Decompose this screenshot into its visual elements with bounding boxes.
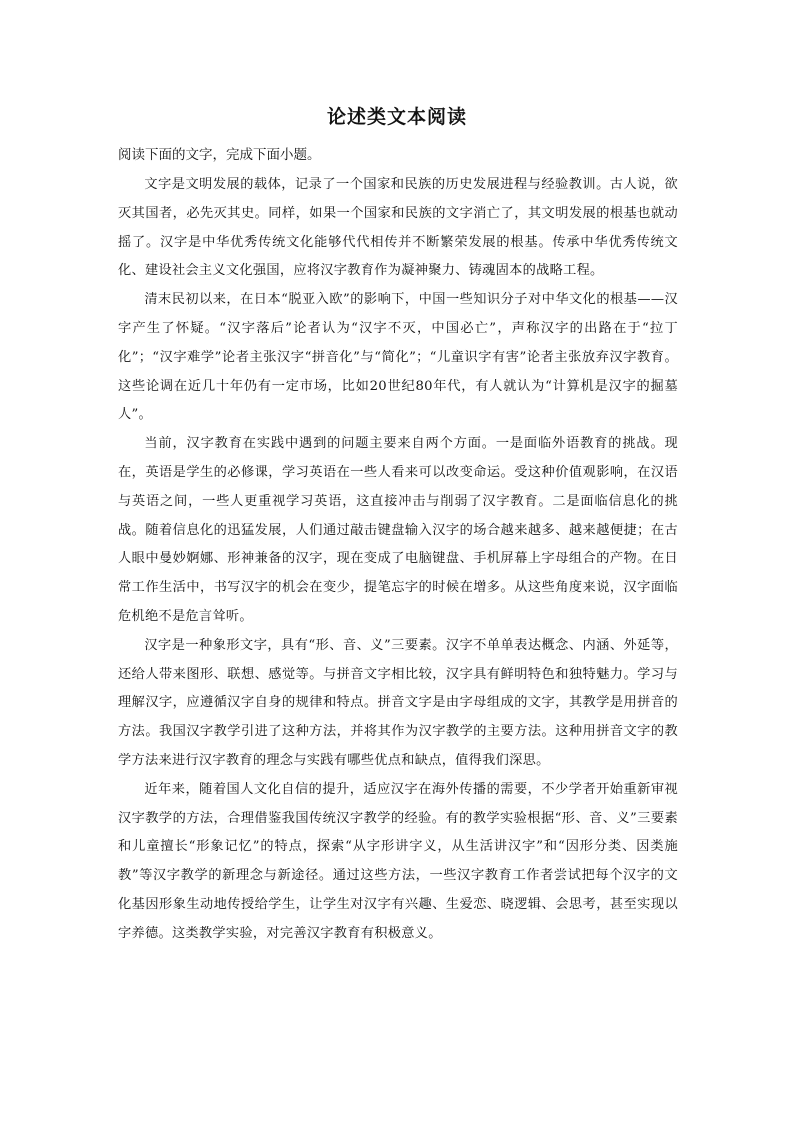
article-body bbox=[118, 171, 678, 949]
reading-instruction: 阅读下面的文字，完成下面小题。 bbox=[118, 147, 321, 163]
document-title: 论述类文本阅读 bbox=[326, 106, 467, 128]
paragraph-2: 清末民初以来，在日本“脱亚入欧”的影响下，中国一些知识分子对中华文化的根基——汉字产生了怀疑。“汉字落后”论者认为“汉字不灭，中国必亡”，声称汉字的出路在于“拉丁化”；“汉字难学”论者主张汉字“拼音化”与“简化”；“儿童识字有害”论者主张放弃汉字教育。这些论调在近几十年仍有一定市场，比如20世纪80年代，有人就认为“计算机是汉字的掘墓人”。 bbox=[118, 292, 678, 423]
paragraph-4: 汉字是一种象形文字，具有“形、音、义”三要素。汉字不单单表达概念、内涵、外延等，还给人带来图形、联想、感觉等。与拼音文字相比较，汉字具有鲜明特色和独特魅力。学习与理解汉字，应遵循汉字自身的规律和特点。拼音文字是由字母组成的文字，其教学是用拼音的方法。我国汉字教学引进了这种方法，并将其作为汉字教学的主要方法。这种用拼音文字的教学方法来进行汉字教育的理念与实践有哪些优点和缺点，值得我们深思。 bbox=[118, 637, 678, 768]
paragraph-3: 当前，汉字教育在实践中遇到的问题主要来自两个方面。一是面临外语教育的挑战。现在，英语是学生的必修课，学习英语在一些人看来可以改变命运。受这种价值观影响，在汉语与英语之间，一些人更重视学习英语，这直接冲击与削弱了汉字教育。二是面临信息化的挑战。随着信息化的迅猛发展，人们通过敲击键盘输入汉字的场合越来越多、越来越便捷；在古人眼中曼妙婀娜、形神兼备的汉字，现在变成了电脑键盘、手机屏幕上字母组合的产物。在日常工作生活中，书写汉字的机会在变少，提笔忘字的时候在增多。从这些角度来说，汉字面临危机绝不是危言耸听。 bbox=[118, 436, 678, 624]
paragraph-1: 文字是文明发展的载体，记录了一个国家和民族的历史发展进程与经验教训。古人说，欲灭其国者，必先灭其史。同样，如果一个国家和民族的文字消亡了，其文明发展的根基也就动摇了。汉字是中华优秀传统文化能够代代相传并不断繁荣发展的根基。传承中华优秀传统文化、建设社会主义文化强国，应将汉字教育作为凝神聚力、铸魂固本的战略工程。 bbox=[118, 177, 678, 279]
paragraph-5: 近年来，随着国人文化自信的提升，适应汉字在海外传播的需要，不少学者开始重新审视汉字教学的方法，合理借鉴我国传统汉字教学的经验。有的教学实验根据“形、音、义”三要素和儿童擅长“形象记忆”的特点，探索“从字形讲字义，从生活讲汉字”和“因形分类、因类施教”等汉字教学的新理念与新途径。通过这些方法，一些汉字教育工作者尝试把每个汉字的文化基因形象生动地传授给学生，让学生对汉字有兴趣、生爱恋、晓逻辑、会思考，甚至实现以字养德。这类教学实验，对完善汉字教育有积极意义。 bbox=[118, 781, 678, 941]
